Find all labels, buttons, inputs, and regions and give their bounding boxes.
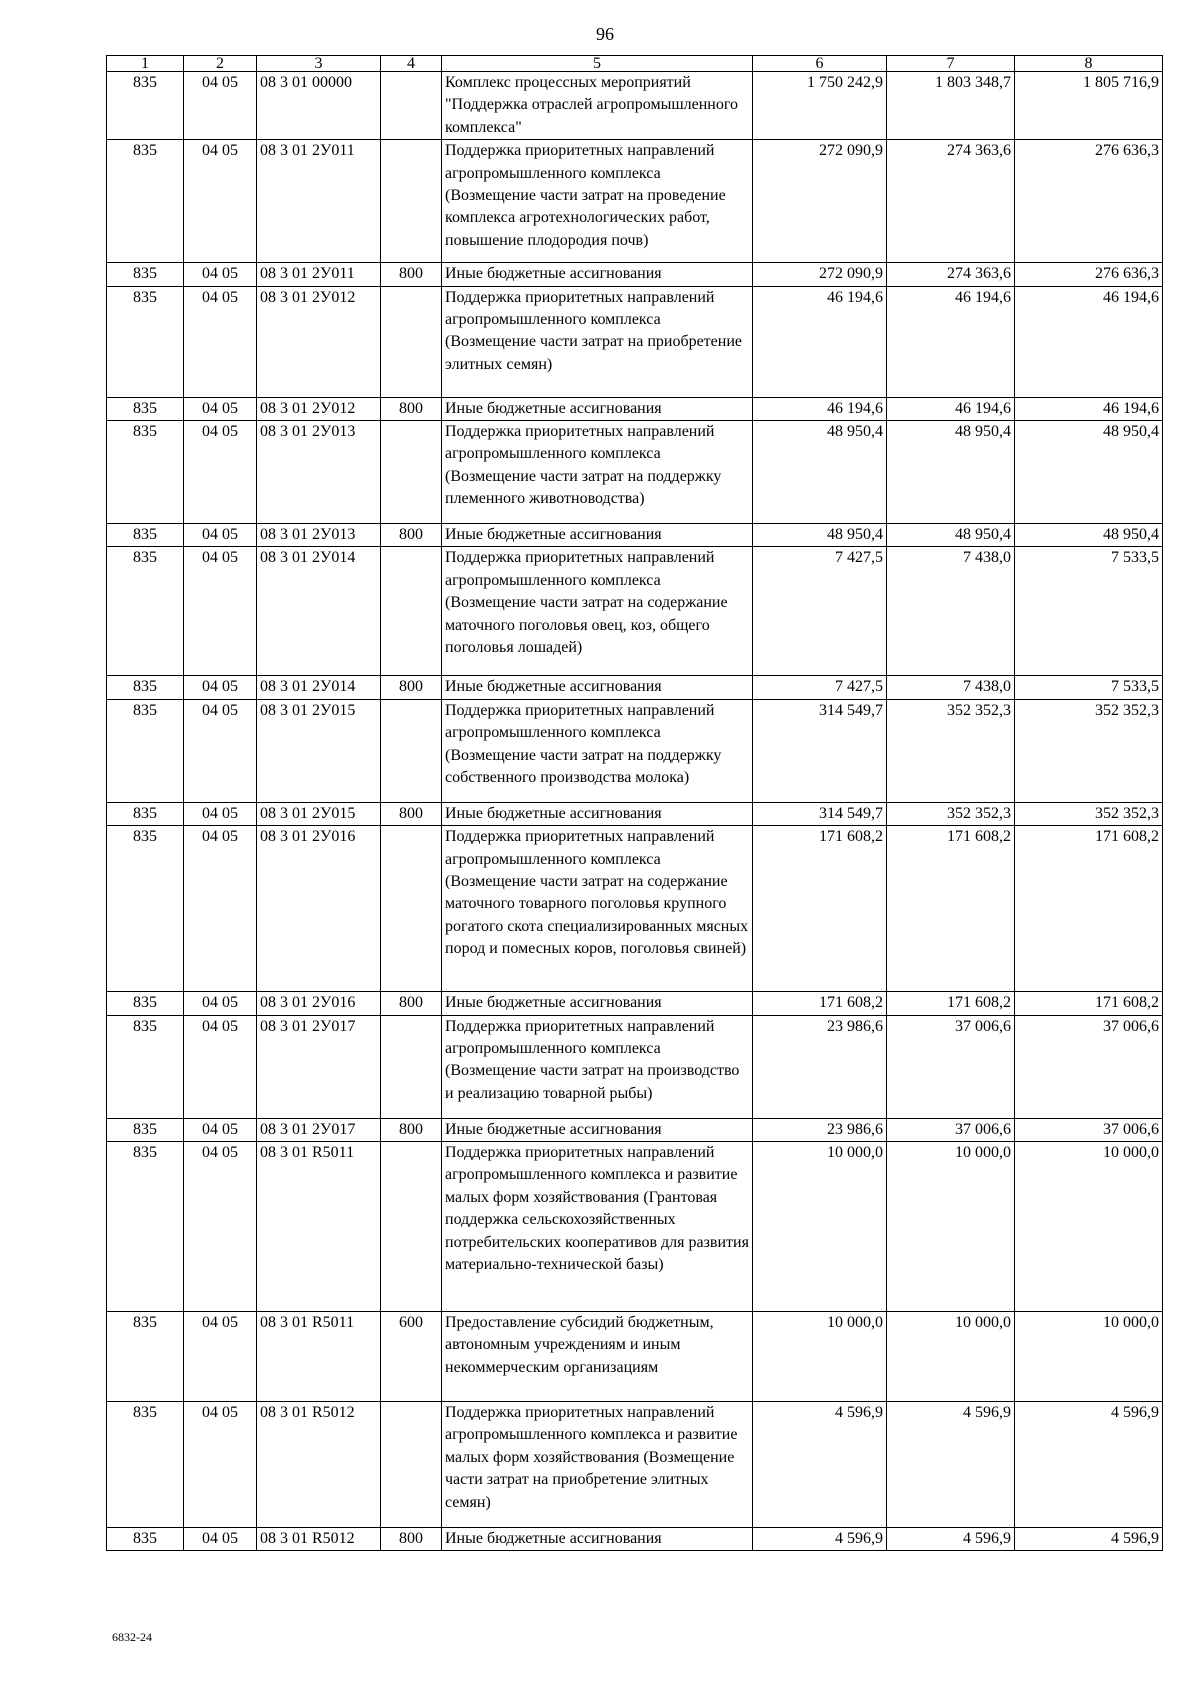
cell-amount-year-3: 7 533,5: [1015, 676, 1163, 699]
cell-amount-year-2: 4 596,9: [887, 1402, 1015, 1528]
cell-expense-type: 800: [381, 676, 442, 699]
cell-expense-type: 800: [381, 802, 442, 825]
table-row: [107, 1118, 1163, 1141]
cell-amount-year-3: 4 596,9: [1015, 1402, 1163, 1528]
cell-amount-year-1: 48 950,4: [753, 421, 887, 524]
cell-expense-type: 800: [381, 992, 442, 1015]
cell-amount-year-3: 276 636,3: [1015, 263, 1163, 286]
cell-item-name: Иные бюджетные ассигнования: [442, 397, 753, 420]
cell-amount-year-2: 171 608,2: [887, 992, 1015, 1015]
cell-amount-year-3: 171 608,2: [1015, 826, 1163, 992]
cell-publisher-code: 835: [107, 547, 184, 676]
cell-amount-year-1: 7 427,5: [753, 547, 887, 676]
cell-publisher-code: 835: [107, 676, 184, 699]
col-header-3: 3: [257, 56, 381, 72]
cell-target-article: 08 3 01 00000: [257, 72, 381, 140]
cell-publisher-code: 835: [107, 1142, 184, 1312]
cell-section-code: 04 05: [184, 1118, 257, 1141]
cell-amount-year-2: 37 006,6: [887, 1015, 1015, 1118]
cell-publisher-code: 835: [107, 286, 184, 397]
cell-amount-year-2: 10 000,0: [887, 1312, 1015, 1402]
table-row: [107, 992, 1163, 1015]
cell-amount-year-2: 352 352,3: [887, 802, 1015, 825]
col-header-7: 7: [887, 56, 1015, 72]
cell-expense-type: [381, 1142, 442, 1312]
cell-amount-year-3: 37 006,6: [1015, 1118, 1163, 1141]
cell-amount-year-2: 7 438,0: [887, 676, 1015, 699]
cell-amount-year-3: 171 608,2: [1015, 992, 1163, 1015]
cell-amount-year-3: 46 194,6: [1015, 397, 1163, 420]
cell-target-article: 08 3 01 R5012: [257, 1528, 381, 1551]
table-row: [107, 421, 1163, 524]
cell-amount-year-1: 314 549,7: [753, 699, 887, 802]
cell-amount-year-2: 171 608,2: [887, 826, 1015, 992]
cell-amount-year-3: 10 000,0: [1015, 1312, 1163, 1402]
cell-target-article: 08 3 01 R5011: [257, 1312, 381, 1402]
cell-target-article: 08 3 01 2У013: [257, 421, 381, 524]
cell-publisher-code: 835: [107, 72, 184, 140]
cell-amount-year-1: 171 608,2: [753, 826, 887, 992]
cell-amount-year-3: 37 006,6: [1015, 1015, 1163, 1118]
cell-amount-year-2: 46 194,6: [887, 286, 1015, 397]
cell-publisher-code: 835: [107, 263, 184, 286]
cell-target-article: 08 3 01 2У014: [257, 547, 381, 676]
cell-publisher-code: 835: [107, 524, 184, 547]
cell-amount-year-2: 37 006,6: [887, 1118, 1015, 1141]
cell-section-code: 04 05: [184, 802, 257, 825]
table-row: [107, 699, 1163, 802]
cell-publisher-code: 835: [107, 992, 184, 1015]
cell-expense-type: 800: [381, 1118, 442, 1141]
cell-item-name: Комплекс процессных мероприятий "Поддержка отраслей агропромышленного комплекса": [442, 72, 753, 140]
cell-item-name: Поддержка приоритетных направлений агропромышленного комплекса (Возмещение части затрат на производство и реализацию товарной рыбы): [442, 1015, 753, 1118]
table-row: [107, 1015, 1163, 1118]
cell-section-code: 04 05: [184, 263, 257, 286]
table-row: [107, 72, 1163, 140]
cell-expense-type: 800: [381, 397, 442, 420]
cell-item-name: Предоставление субсидий бюджетным, автономным учреждениям и иным некоммерческим организациям: [442, 1312, 753, 1402]
budget-table: [106, 55, 1163, 1551]
cell-amount-year-1: 10 000,0: [753, 1142, 887, 1312]
cell-amount-year-1: 272 090,9: [753, 140, 887, 263]
cell-target-article: 08 3 01 R5011: [257, 1142, 381, 1312]
cell-amount-year-3: 352 352,3: [1015, 802, 1163, 825]
cell-item-name: Иные бюджетные ассигнования: [442, 992, 753, 1015]
cell-item-name: Поддержка приоритетных направлений агропромышленного комплекса (Возмещение части затрат на проведение комплекса агротехнологических работ, повышение плодородия почв): [442, 140, 753, 263]
cell-amount-year-2: 46 194,6: [887, 397, 1015, 420]
cell-amount-year-2: 48 950,4: [887, 524, 1015, 547]
table-row: [107, 547, 1163, 676]
cell-amount-year-3: 10 000,0: [1015, 1142, 1163, 1312]
cell-item-name: Иные бюджетные ассигнования: [442, 1118, 753, 1141]
cell-amount-year-1: 4 596,9: [753, 1528, 887, 1551]
table-row: [107, 676, 1163, 699]
table-row: [107, 140, 1163, 263]
cell-expense-type: [381, 699, 442, 802]
cell-amount-year-3: 46 194,6: [1015, 286, 1163, 397]
cell-target-article: 08 3 01 2У012: [257, 397, 381, 420]
cell-item-name: Поддержка приоритетных направлений агропромышленного комплекса (Возмещение части затрат на приобретение элитных семян): [442, 286, 753, 397]
table-row: [107, 802, 1163, 825]
cell-amount-year-1: 7 427,5: [753, 676, 887, 699]
cell-item-name: Поддержка приоритетных направлений агропромышленного комплекса (Возмещение части затрат на содержание маточного поголовья овец, коз, общего поголовья лошадей): [442, 547, 753, 676]
cell-target-article: 08 3 01 2У017: [257, 1118, 381, 1141]
cell-item-name: Поддержка приоритетных направлений агропромышленного комплекса и развитие малых форм хозяйствования (Возмещение части затрат на приобретение элитных семян): [442, 1402, 753, 1528]
cell-target-article: 08 3 01 2У011: [257, 263, 381, 286]
table-row: [107, 1528, 1163, 1551]
cell-section-code: 04 05: [184, 1528, 257, 1551]
cell-target-article: 08 3 01 2У016: [257, 826, 381, 992]
col-header-6: 6: [753, 56, 887, 72]
cell-amount-year-3: 1 805 716,9: [1015, 72, 1163, 140]
cell-section-code: 04 05: [184, 1142, 257, 1312]
cell-amount-year-3: 4 596,9: [1015, 1528, 1163, 1551]
table-row: [107, 397, 1163, 420]
cell-amount-year-2: 352 352,3: [887, 699, 1015, 802]
cell-amount-year-2: 274 363,6: [887, 140, 1015, 263]
table-body: [107, 72, 1163, 1551]
table-row: [107, 1402, 1163, 1528]
col-header-8: 8: [1015, 56, 1163, 72]
cell-amount-year-3: 352 352,3: [1015, 699, 1163, 802]
cell-publisher-code: 835: [107, 140, 184, 263]
cell-target-article: 08 3 01 2У011: [257, 140, 381, 263]
cell-amount-year-1: 4 596,9: [753, 1402, 887, 1528]
cell-amount-year-2: 274 363,6: [887, 263, 1015, 286]
table-row: [107, 524, 1163, 547]
cell-target-article: 08 3 01 2У013: [257, 524, 381, 547]
cell-section-code: 04 05: [184, 547, 257, 676]
cell-section-code: 04 05: [184, 421, 257, 524]
cell-item-name: Поддержка приоритетных направлений агропромышленного комплекса (Возмещение части затрат на поддержку собственного производства молока): [442, 699, 753, 802]
cell-section-code: 04 05: [184, 72, 257, 140]
table-row: [107, 286, 1163, 397]
cell-item-name: Иные бюджетные ассигнования: [442, 676, 753, 699]
cell-section-code: 04 05: [184, 140, 257, 263]
cell-item-name: Иные бюджетные ассигнования: [442, 802, 753, 825]
cell-item-name: Поддержка приоритетных направлений агропромышленного комплекса и развитие малых форм хозяйствования (Грантовая поддержка сельскохозяйственных потребительских кооперативов для развития материально-технической базы): [442, 1142, 753, 1312]
cell-amount-year-2: 4 596,9: [887, 1528, 1015, 1551]
cell-item-name: Иные бюджетные ассигнования: [442, 263, 753, 286]
cell-publisher-code: 835: [107, 1402, 184, 1528]
cell-section-code: 04 05: [184, 676, 257, 699]
cell-target-article: 08 3 01 2У012: [257, 286, 381, 397]
cell-expense-type: [381, 421, 442, 524]
cell-item-name: Поддержка приоритетных направлений агропромышленного комплекса (Возмещение части затрат на поддержку племенного животноводства): [442, 421, 753, 524]
page-number: 96: [596, 24, 614, 44]
cell-item-name: Иные бюджетные ассигнования: [442, 524, 753, 547]
cell-publisher-code: 835: [107, 421, 184, 524]
cell-amount-year-1: 46 194,6: [753, 397, 887, 420]
cell-publisher-code: 835: [107, 1015, 184, 1118]
table-header-row: [107, 56, 1163, 72]
table-row: [107, 826, 1163, 992]
cell-target-article: 08 3 01 R5012: [257, 1402, 381, 1528]
cell-section-code: 04 05: [184, 286, 257, 397]
cell-publisher-code: 835: [107, 699, 184, 802]
cell-expense-type: 600: [381, 1312, 442, 1402]
document-code: 6832-24: [112, 1630, 152, 1644]
col-header-5: 5: [442, 56, 753, 72]
col-header-1: 1: [107, 56, 184, 72]
cell-publisher-code: 835: [107, 1118, 184, 1141]
cell-item-name: Поддержка приоритетных направлений агропромышленного комплекса (Возмещение части затрат на содержание маточного товарного поголовья крупного рогатого скота специализированных мясных пород и помесных коров, поголовья свиней): [442, 826, 753, 992]
cell-expense-type: 800: [381, 524, 442, 547]
cell-target-article: 08 3 01 2У016: [257, 992, 381, 1015]
cell-expense-type: [381, 826, 442, 992]
cell-target-article: 08 3 01 2У014: [257, 676, 381, 699]
cell-section-code: 04 05: [184, 524, 257, 547]
cell-amount-year-1: 23 986,6: [753, 1118, 887, 1141]
cell-expense-type: [381, 140, 442, 263]
cell-amount-year-1: 46 194,6: [753, 286, 887, 397]
cell-section-code: 04 05: [184, 992, 257, 1015]
cell-expense-type: [381, 72, 442, 140]
cell-section-code: 04 05: [184, 1402, 257, 1528]
cell-expense-type: [381, 1402, 442, 1528]
cell-amount-year-1: 23 986,6: [753, 1015, 887, 1118]
cell-publisher-code: 835: [107, 1312, 184, 1402]
table-row: [107, 1312, 1163, 1402]
cell-publisher-code: 835: [107, 1528, 184, 1551]
col-header-4: 4: [381, 56, 442, 72]
cell-expense-type: 800: [381, 263, 442, 286]
cell-target-article: 08 3 01 2У017: [257, 1015, 381, 1118]
table-row: [107, 1142, 1163, 1312]
cell-amount-year-3: 276 636,3: [1015, 140, 1163, 263]
cell-amount-year-2: 1 803 348,7: [887, 72, 1015, 140]
cell-amount-year-3: 7 533,5: [1015, 547, 1163, 676]
cell-target-article: 08 3 01 2У015: [257, 699, 381, 802]
cell-amount-year-1: 314 549,7: [753, 802, 887, 825]
cell-publisher-code: 835: [107, 397, 184, 420]
table-row: [107, 263, 1163, 286]
cell-amount-year-2: 48 950,4: [887, 421, 1015, 524]
col-header-2: 2: [184, 56, 257, 72]
cell-amount-year-1: 10 000,0: [753, 1312, 887, 1402]
cell-expense-type: [381, 286, 442, 397]
cell-target-article: 08 3 01 2У015: [257, 802, 381, 825]
cell-expense-type: [381, 1015, 442, 1118]
cell-publisher-code: 835: [107, 826, 184, 992]
cell-section-code: 04 05: [184, 699, 257, 802]
cell-amount-year-1: 1 750 242,9: [753, 72, 887, 140]
cell-section-code: 04 05: [184, 397, 257, 420]
cell-amount-year-3: 48 950,4: [1015, 421, 1163, 524]
cell-item-name: Иные бюджетные ассигнования: [442, 1528, 753, 1551]
cell-publisher-code: 835: [107, 802, 184, 825]
cell-section-code: 04 05: [184, 1312, 257, 1402]
cell-expense-type: 800: [381, 1528, 442, 1551]
cell-amount-year-1: 272 090,9: [753, 263, 887, 286]
cell-section-code: 04 05: [184, 1015, 257, 1118]
cell-expense-type: [381, 547, 442, 676]
cell-amount-year-2: 10 000,0: [887, 1142, 1015, 1312]
cell-amount-year-2: 7 438,0: [887, 547, 1015, 676]
cell-amount-year-1: 171 608,2: [753, 992, 887, 1015]
cell-amount-year-1: 48 950,4: [753, 524, 887, 547]
cell-section-code: 04 05: [184, 826, 257, 992]
cell-amount-year-3: 48 950,4: [1015, 524, 1163, 547]
